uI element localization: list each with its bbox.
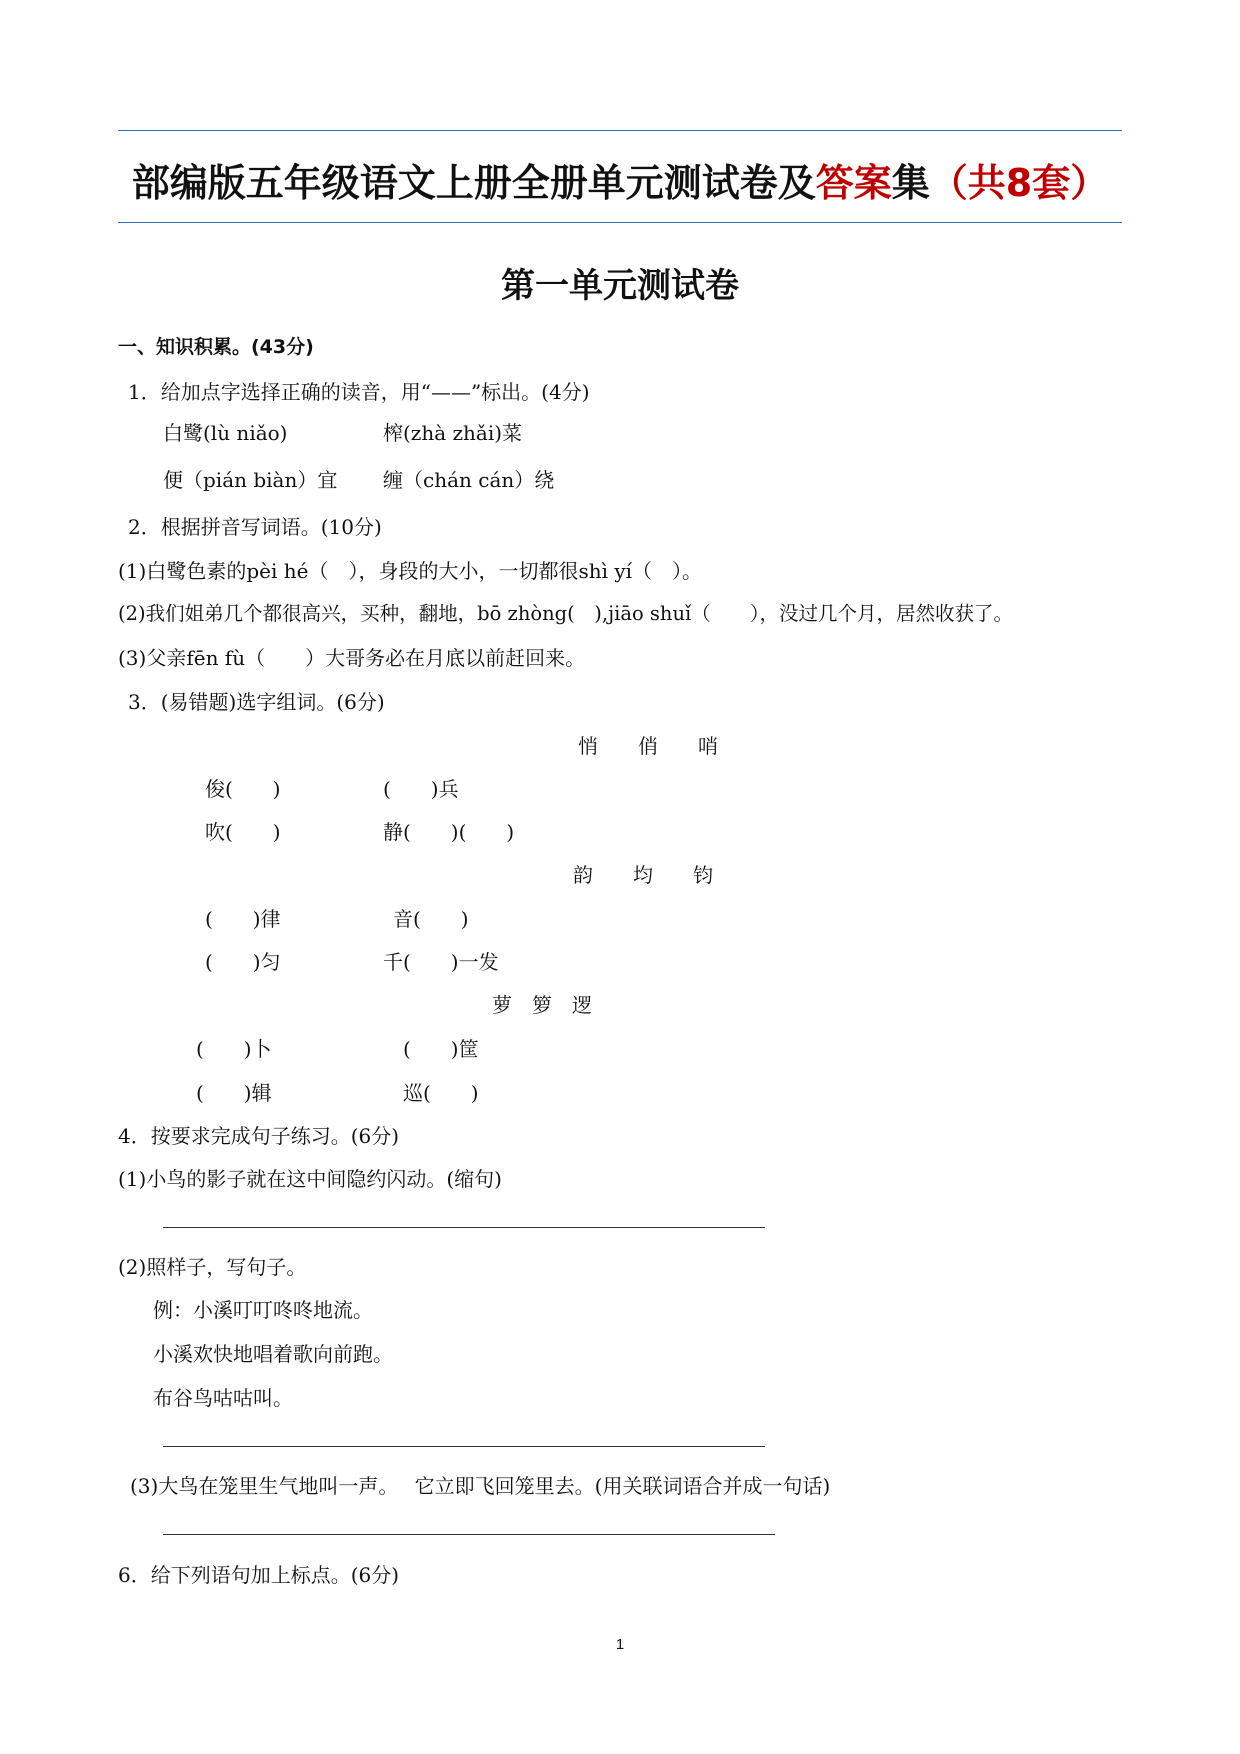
q6-prompt: 6．给下列语句加上标点。(6分) bbox=[118, 1563, 400, 1587]
bottom-rule bbox=[118, 222, 1122, 223]
answer-line bbox=[163, 1446, 765, 1447]
q3-char-group: 韵 均 钧 bbox=[573, 863, 713, 887]
q3-item: 千( )一发 bbox=[383, 950, 499, 974]
q2-sentence: (1)白鹭色素的pèi hé（ ），身段的大小，一切都很shì yí（ ）。 bbox=[118, 559, 703, 583]
q3-item: 音( ) bbox=[393, 907, 469, 931]
q4-task: 布谷鸟咕咕叫。 bbox=[153, 1386, 293, 1410]
q4-prompt: 4．按要求完成句子练习。(6分) bbox=[118, 1124, 400, 1148]
q3-item: ( )辑 bbox=[196, 1081, 272, 1105]
q3-item: 巡( ) bbox=[403, 1081, 479, 1105]
answer-line bbox=[163, 1227, 765, 1228]
q2-sentence: (3)父亲fēn fù（ ）大哥务必在月底以前赶回来。 bbox=[118, 646, 586, 670]
q3-item: 静( )( ) bbox=[383, 820, 515, 844]
q4-sentence: (3)大鸟在笼里生气地叫一声。 它立即飞回笼里去。(用关联词语合并成一句话) bbox=[130, 1474, 831, 1498]
q1-item: 便（pián biàn）宜 bbox=[163, 468, 338, 492]
q4-sentence: (1)小鸟的影子就在这中间隐约闪动。(缩句) bbox=[118, 1167, 502, 1191]
q3-item: ( )兵 bbox=[383, 777, 459, 801]
top-rule bbox=[118, 130, 1122, 131]
q3-char-group: 悄 俏 哨 bbox=[578, 734, 718, 758]
q4-sentence: (2)照样子，写句子。 bbox=[118, 1255, 307, 1279]
title-highlight-count: （共8套） bbox=[929, 161, 1109, 205]
q4-example: 小溪欢快地唱着歌向前跑。 bbox=[153, 1342, 393, 1366]
q1-item: 榨(zhà zhǎi)菜 bbox=[383, 421, 523, 445]
page-number: 1 bbox=[615, 1636, 625, 1653]
q1-item: 白鹭(lù niǎo) bbox=[163, 421, 288, 445]
q2-sentence: (2)我们姐弟几个都很高兴，买种，翻地，bō zhòng( ),jiāo shuǐ（ ），没过几个月，居然收获了。 bbox=[118, 602, 1014, 625]
document-title bbox=[0, 152, 1240, 207]
q3-prompt: 3．(易错题)选字组词。(6分) bbox=[128, 690, 385, 714]
q3-item: ( )筐 bbox=[403, 1037, 479, 1061]
q3-item: 吹( ) bbox=[205, 820, 281, 844]
title-highlight-answer: 答案 bbox=[815, 161, 892, 205]
q3-item: ( )匀 bbox=[205, 950, 281, 974]
section-heading: 一、知识积累。(43分) bbox=[118, 336, 314, 358]
q4-example: 例：小溪叮叮咚咚地流。 bbox=[153, 1298, 373, 1322]
q2-prompt: 2．根据拼音写词语。(10分) bbox=[128, 515, 382, 539]
q3-item: ( )律 bbox=[205, 907, 281, 931]
answer-line bbox=[163, 1534, 775, 1535]
q3-item: 俊( ) bbox=[205, 777, 281, 801]
q3-char-group: 萝 箩 逻 bbox=[492, 993, 592, 1017]
unit-title: 第一单元测试卷 bbox=[501, 266, 739, 306]
q3-item: ( )卜 bbox=[196, 1037, 272, 1061]
title-text-2: 集 bbox=[891, 161, 930, 205]
q1-prompt: 1．给加点字选择正确的读音，用“——”标出。(4分) bbox=[128, 380, 590, 404]
q1-item: 缠（chán cán）绕 bbox=[383, 468, 555, 492]
title-text: 部编版五年级语文上册全册单元测试卷及 bbox=[131, 161, 816, 205]
